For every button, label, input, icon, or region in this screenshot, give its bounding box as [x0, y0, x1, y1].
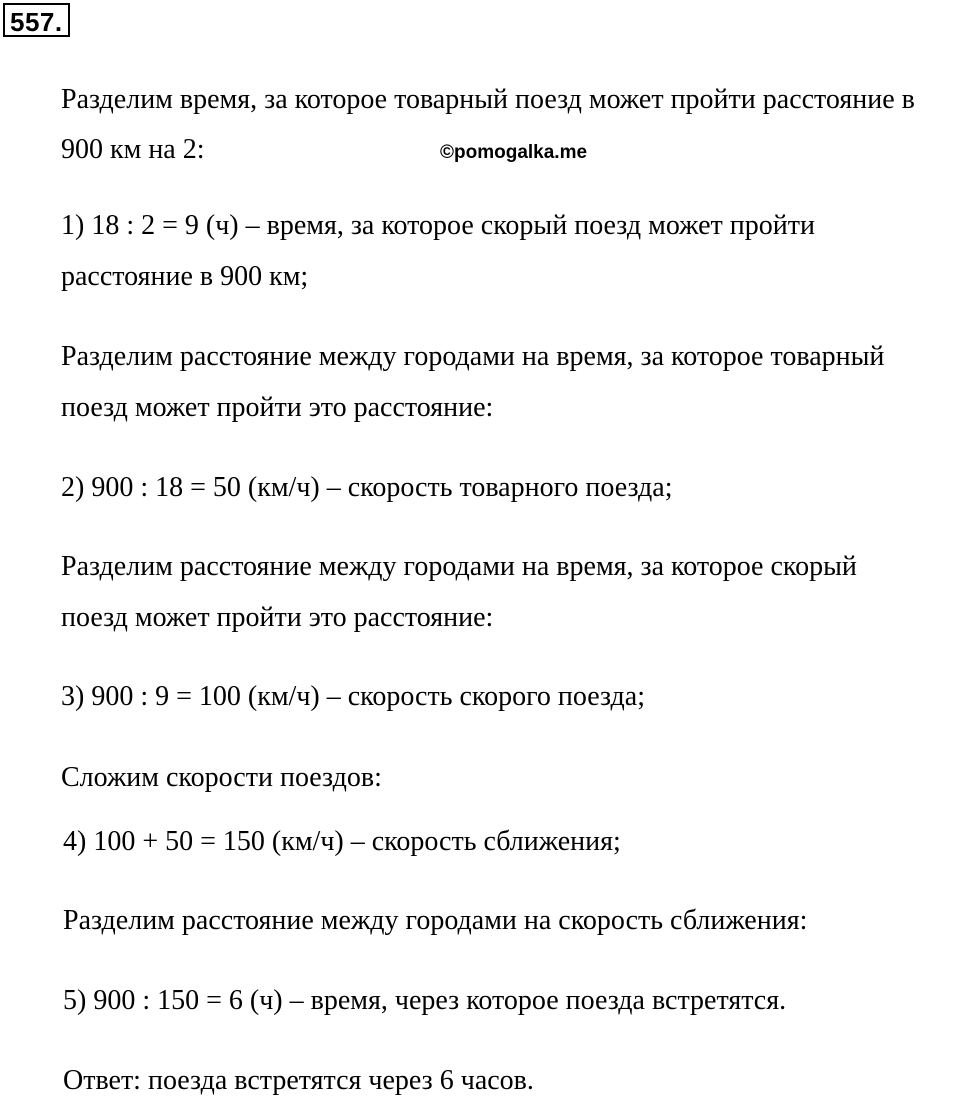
watermark-text: ©pomogalka.me: [440, 142, 588, 163]
text-line-8: Разделим расстояние между городами на время, за которое скорый: [61, 551, 857, 582]
text-line-1: Разделим время, за которое товарный поезд может пройти расстояние в: [61, 84, 915, 115]
text-line-11: Сложим скорости поездов:: [61, 762, 382, 793]
text-line-12: 4) 100 + 50 = 150 (км/ч) – скорость сближения;: [63, 826, 621, 857]
problem-number: 557.: [3, 3, 70, 37]
text-line-10: 3) 900 : 9 = 100 (км/ч) – скорость скорого поезда;: [61, 681, 645, 712]
text-line-6: поезд может пройти это расстояние:: [61, 392, 494, 423]
text-line-3: 1) 18 : 2 = 9 (ч) – время, за которое скорый поезд может пройти: [61, 210, 815, 241]
text-line-2: 900 км на 2:: [61, 134, 205, 165]
text-line-13: Разделим расстояние между городами на скорость сближения:: [63, 905, 808, 936]
text-line-4: расстояние в 900 км;: [61, 261, 309, 292]
text-line-7: 2) 900 : 18 = 50 (км/ч) – скорость товарного поезда;: [61, 472, 673, 503]
text-line-9: поезд может пройти это расстояние:: [61, 602, 494, 633]
text-line-5: Разделим расстояние между городами на время, за которое товарный: [61, 341, 885, 372]
text-line-15: Ответ: поезда встретятся через 6 часов.: [63, 1065, 534, 1096]
text-line-14: 5) 900 : 150 = 6 (ч) – время, через которое поезда встретятся.: [63, 985, 787, 1016]
